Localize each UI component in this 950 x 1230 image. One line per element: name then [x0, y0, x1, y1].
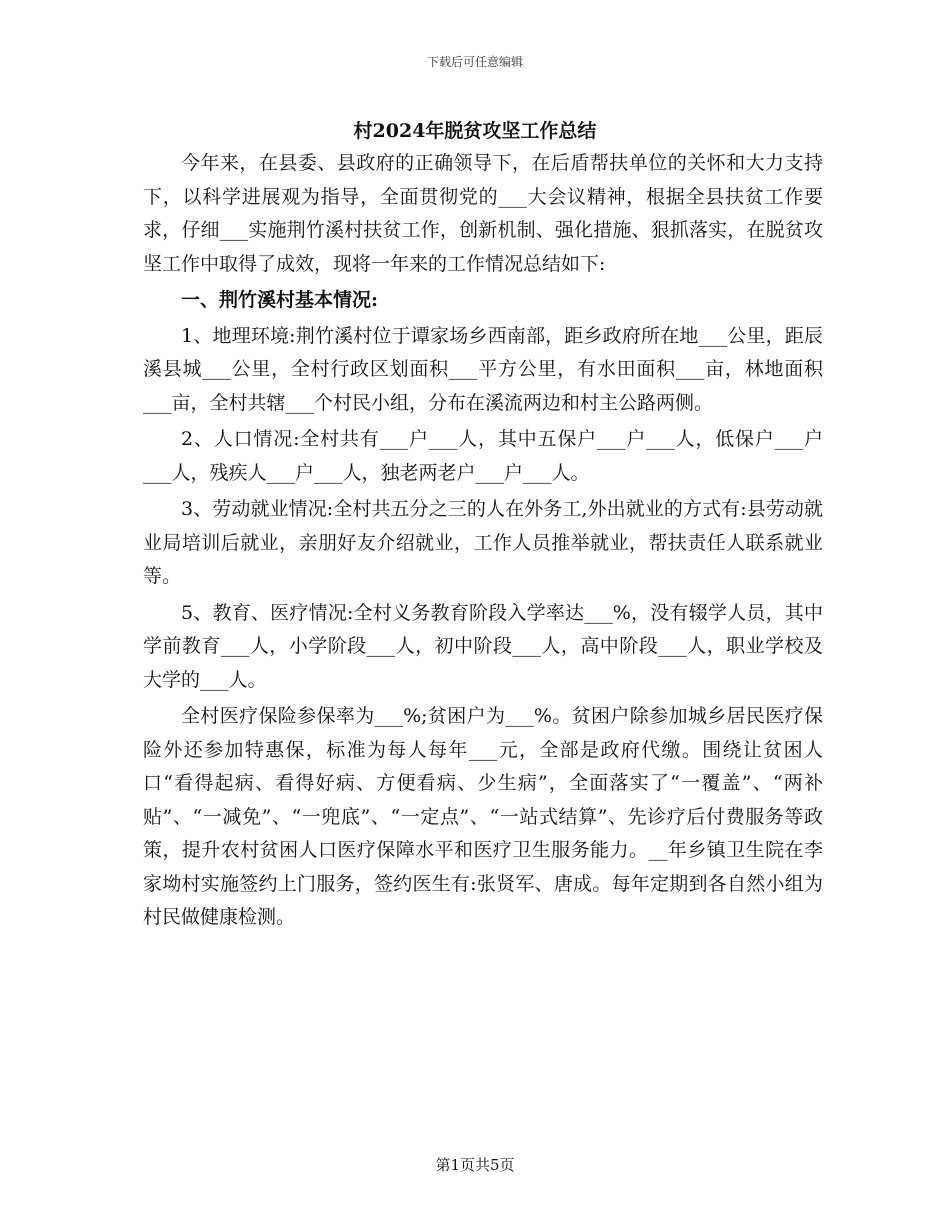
document-title: 村2024年脱贫攻坚工作总结	[353, 120, 597, 142]
document-body	[143, 147, 823, 935]
paragraph-education: 5、教育、医疗情况:全村义务教育阶段入学率达___%，没有辍学人员，其中学前教育___人，小学阶段___人，初中阶段___人，高中阶段___人，职业学校及大学的___人。	[143, 601, 823, 691]
paragraph-medical: 全村医疗保险参保率为___%;贫困户为___%。贫困户除参加城乡居民医疗保险外还参加特惠保，标准为每人每年___元，全部是政府代缴。围绕让贫困人口“看得起病、看得好病、方便看病、少生病”，全面落实了“一覆盖”、“两补贴”、“一减免”、“一兜底”、“一定点”、“一站式结算”、先诊疗后付费服务等政策，提升农村贫困人口医疗保障水平和医疗卫生服务能力。__年乡镇卫生院在李家坳村实施签约上门服务，签约医生有:张贤军、唐成。每年定期到各自然小组为村民做健康检测。	[143, 705, 823, 928]
paragraph-geography: 1、地理环境:荆竹溪村位于谭家场乡西南部，距乡政府所在地___公里，距辰溪县城___公里，全村行政区划面积___平方公里，有水田面积___亩，林地面积___亩，全村共辖___个村民小组，分布在溪流两边和村主公路两侧。	[143, 324, 823, 414]
page-header: 下载后可任意编辑	[426, 55, 523, 69]
section-heading: 一、荆竹溪村基本情况:	[181, 289, 379, 311]
paragraph-employment: 3、劳动就业情况:全村共五分之三的人在外务工,外出就业的方式有:县劳动就业局培训后就业，亲朋好友介绍就业，工作人员推举就业，帮扶责任人联系就业等。	[143, 498, 823, 587]
paragraph-population: 2、人口情况:全村共有___户___人，其中五保户___户___人，低保户___户___人，残疾人___户___人，独老两老户___户___人。	[143, 428, 823, 484]
intro-paragraph: 今年来，在县委、县政府的正确领导下，在后盾帮扶单位的关怀和大力支持下，以科学进展观为指导，全面贯彻党的___大会议精神，根据全县扶贫工作要求，仔细___实施荆竹溪村扶贫工作，创新机制、强化措施、狠抓落实，在脱贫攻坚工作中取得了成效，现将一年来的工作情况总结如下:	[143, 152, 823, 275]
page-footer: 第1页共5页	[435, 1156, 515, 1174]
